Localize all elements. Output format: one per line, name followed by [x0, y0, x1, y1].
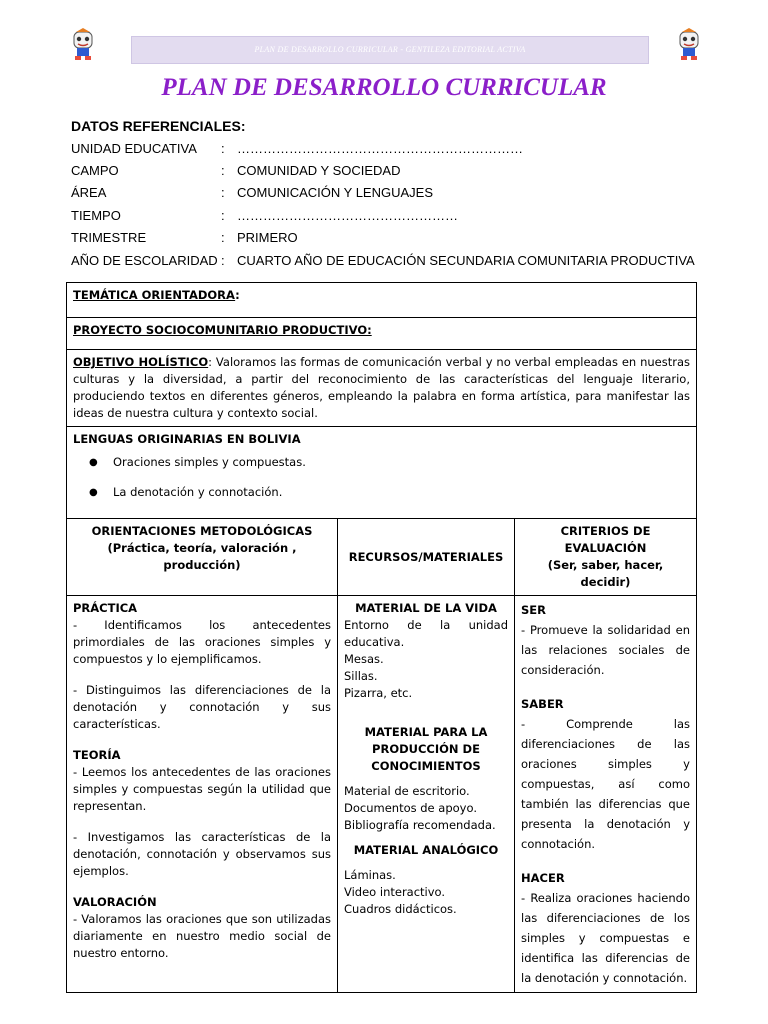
datos-separator: :: [221, 208, 225, 223]
header-orientaciones-title: ORIENTACIONES METODOLÓGICAS: [91, 524, 313, 538]
tematica-label: TEMÁTICA ORIENTADORA: [73, 288, 236, 302]
practica-item-2: - Distinguimos las diferenciaciones de la denotación y connotación y sus características.: [73, 683, 331, 731]
row-tematica: [67, 283, 697, 318]
proyecto-label: PROYECTO SOCIOCOMUNITARIO PRODUCTIVO:: [73, 323, 372, 337]
datos-separator: :: [221, 185, 225, 200]
datos-separator: :: [221, 230, 225, 245]
mascot-right-icon: [672, 28, 706, 62]
hacer-text: - Realiza oraciones haciendo las diferenciaciones de los simples y compuestas e identifica las diferencias de la denotación y connotación.: [521, 891, 690, 985]
row-contenidos: [67, 427, 697, 519]
header-criterios-sub: (Ser, saber, hacer, decidir): [547, 558, 664, 589]
conocimientos-title: MATERIAL PARA LA PRODUCCIÓN DE CONOCIMIENTOS: [364, 725, 488, 773]
header-recursos: RECURSOS/MATERIALES: [338, 519, 515, 596]
datos-value: …………………………………………………………: [237, 141, 523, 156]
datos-separator: :: [221, 141, 225, 156]
ser-title: SER: [521, 603, 546, 617]
recursos-cell: [338, 596, 515, 993]
datos-label: TRIMESTRE: [71, 230, 147, 245]
row-body: [67, 596, 697, 993]
datos-label: CAMPO: [71, 163, 119, 178]
objetivo-label: OBJETIVO HOLÍSTICO: [73, 355, 209, 369]
practica-item-1: - Identificamos los antecedentes primordiales de las oraciones simples y compuestos y lo ejemplificamos.: [73, 618, 331, 666]
teoria-item-2: - Investigamos las características de la denotación, connotación y observamos sus ejemplos.: [73, 830, 331, 878]
plan-table: [66, 282, 697, 993]
criterios-cell: [515, 596, 697, 993]
objetivo-cell: [67, 350, 697, 427]
datos-value: COMUNICACIÓN Y LENGUAJES: [237, 185, 434, 200]
tematica-colon: :: [235, 288, 240, 302]
list-item: ● Oraciones simples y compuestas.: [113, 454, 690, 471]
row-column-headers: [67, 519, 697, 596]
practica-title: PRÁCTICA: [73, 601, 138, 615]
vida-item: Sillas.: [344, 669, 378, 683]
contenidos-list: [73, 454, 690, 501]
datos-value: ……………………………………………: [237, 208, 458, 223]
analogico-item: Láminas.: [344, 868, 396, 882]
teoria-title: TEORÍA: [73, 748, 121, 762]
datos-separator: :: [221, 253, 225, 268]
datos-heading: DATOS REFERENCIALES:: [71, 118, 246, 134]
datos-label: UNIDAD EDUCATIVA: [71, 141, 197, 156]
datos-value: CUARTO AÑO DE EDUCACIÓN SECUNDARIA COMUNITARIA PRODUCTIVA: [237, 253, 695, 268]
vida-item: Entorno de la unidad educativa.: [344, 618, 508, 649]
header-banner: PLAN DE DESARROLLO CURRICULAR - GENTILEZA EDITORIAL ACTIVA: [131, 36, 649, 64]
conocimientos-item: Material de escritorio.: [344, 784, 470, 798]
vida-item: Mesas.: [344, 652, 384, 666]
hacer-title: HACER: [521, 871, 565, 885]
page-title: PLAN DE DESARROLLO CURRICULAR: [161, 74, 607, 101]
datos-label: TIEMPO: [71, 208, 121, 223]
orientaciones-cell: [67, 596, 338, 993]
objetivo-text: : Valoramos las formas de comunicación verbal y no verbal empleadas en nuestras culturas y la diversidad, a partir del reconocimiento de las características del lenguaje literario, produciendo textos en diferentes géneros, empleando la palabra en forma artística, para manifestar las ideas de nuestra cultura y contexto social.: [73, 355, 691, 420]
contenidos-cell: [67, 427, 697, 519]
datos-label: AÑO DE ESCOLARIDAD: [71, 253, 218, 268]
header-orientaciones: [67, 519, 338, 596]
proyecto-cell: [67, 318, 697, 350]
saber-title: SABER: [521, 697, 564, 711]
tematica-cell: [67, 283, 697, 318]
header-criterios: [515, 519, 697, 596]
mascot-left-icon: [66, 28, 100, 62]
list-item: ● La denotación y connotación.: [113, 484, 690, 501]
contenidos-heading: LENGUAS ORIGINARIAS EN BOLIVIA: [73, 432, 301, 446]
datos-separator: :: [221, 163, 225, 178]
analogico-item: Video interactivo.: [344, 885, 446, 899]
ser-text: - Promueve la solidaridad en las relaciones sociales de consideración.: [521, 623, 690, 677]
row-objetivo: [67, 350, 697, 427]
valoracion-item-1: - Valoramos las oraciones que son utilizadas diariamente en nuestro medio social de nuestro entorno.: [73, 912, 331, 960]
datos-label: ÁREA: [71, 185, 107, 200]
conocimientos-item: Documentos de apoyo.: [344, 801, 477, 815]
valoracion-title: VALORACIÓN: [73, 895, 157, 909]
datos-value: PRIMERO: [237, 230, 298, 245]
analogico-title: MATERIAL ANALÓGICO: [353, 843, 499, 857]
row-proyecto: [67, 318, 697, 350]
analogico-item: Cuadros didácticos.: [344, 902, 457, 916]
conocimientos-item: Bibliografía recomendada.: [344, 818, 496, 832]
vida-item: Pizarra, etc.: [344, 686, 413, 700]
datos-value: COMUNIDAD Y SOCIEDAD: [237, 163, 401, 178]
vida-title: MATERIAL DE LA VIDA: [355, 601, 497, 615]
header-orientaciones-sub: (Práctica, teoría, valoración , producción): [107, 541, 297, 572]
teoria-item-1: - Leemos los antecedentes de las oraciones simples y compuestas según la utilidad que representan.: [73, 765, 331, 813]
header-criterios-title: CRITERIOS DE EVALUACIÓN: [560, 524, 651, 555]
saber-text: - Comprende las diferenciaciones de las oraciones simples y compuestas, así como también las diferencias que presenta la denotación y connotación.: [521, 717, 690, 851]
